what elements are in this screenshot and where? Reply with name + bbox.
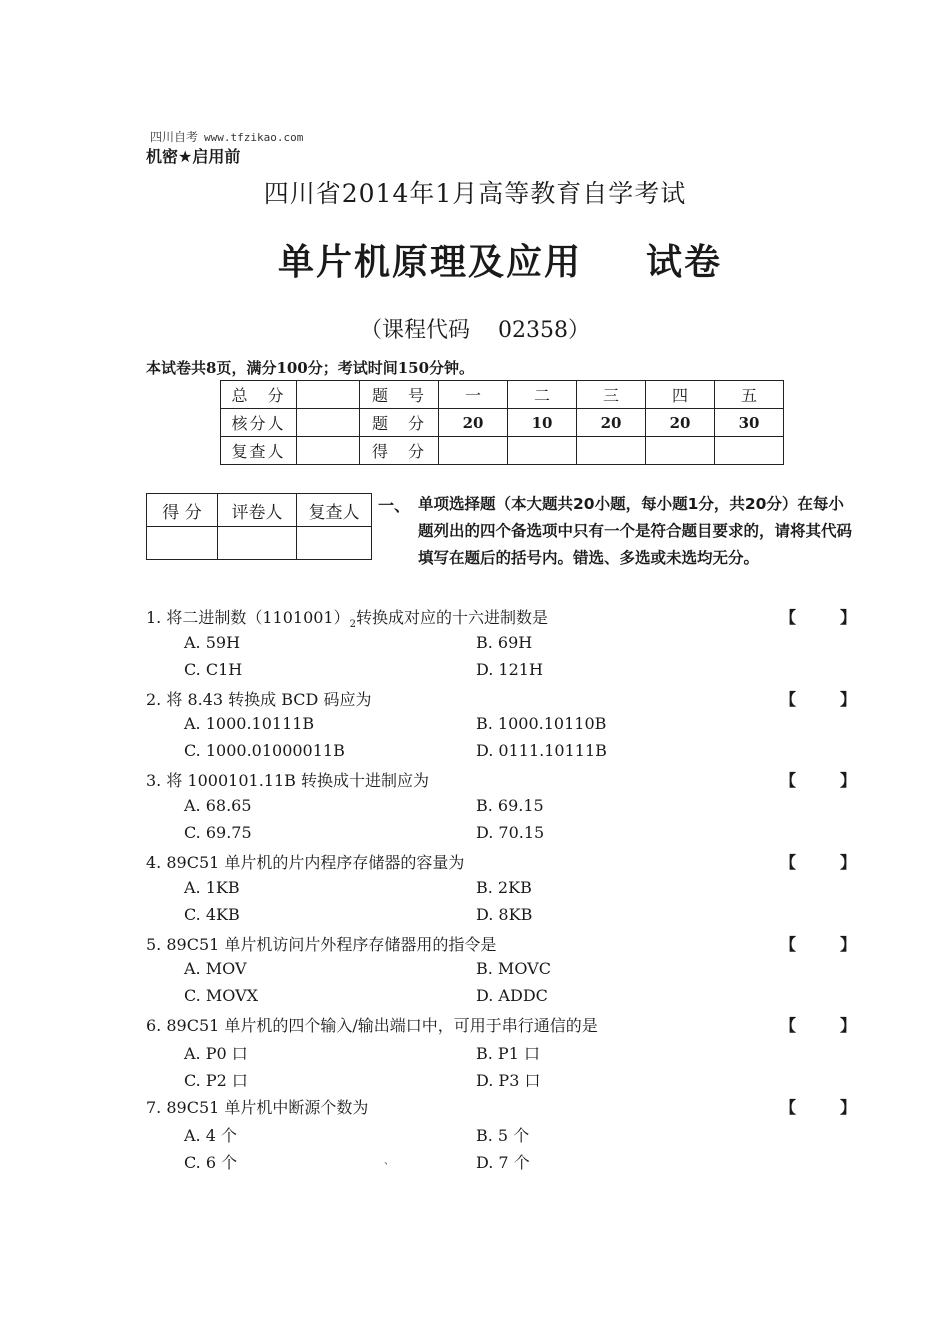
score-table-earned-label: 得 分 [360,437,439,465]
grader-score-cell [147,527,218,560]
grader-score-label: 得 分 [147,494,218,527]
option-a: A. 1000.10111B [184,714,315,733]
option-d: D. 8KB [476,905,533,924]
exam-title: 四川省2014年1月高等教育自学考试 [263,179,687,208]
question-stem: 7. 89C51 单片机中断源个数为 [146,1098,369,1117]
watermark [150,128,303,145]
question-stem: 6. 89C51 单片机的四个输入/输出端口中，可用于串行通信的是 [146,1016,598,1035]
score-table-reviewer-cell [297,437,360,465]
option-d: D. ADDC [476,986,548,1005]
score-table-total-cell [297,381,360,409]
option-a: A. 59H [184,633,241,652]
grader-table [146,493,372,560]
answer-bracket[interactable]: 【 】 [780,853,856,872]
answer-bracket[interactable]: 【 】 [780,771,856,790]
option-b: B. 5 个 [476,1126,530,1145]
answer-bracket[interactable]: 【 】 [780,935,856,954]
answer-bracket[interactable]: 【 】 [780,608,856,627]
score-table-points-label: 题 分 [360,409,439,437]
question-stem: 1. 将二进制数$(1101001)_2$转换成对应的十六进制数是 [146,608,549,631]
score-table-earned-cell [715,437,784,465]
option-b: B. 2KB [476,878,532,897]
score-table-reviewer-label: 复查人 [221,437,297,465]
option-d: D. 7 个 [476,1153,530,1172]
question-stem: 2. 将 8.43 转换成 BCD 码应为 [146,690,372,709]
option-a: A. MOV [184,959,247,978]
option-b: B. MOVC [476,959,551,978]
score-table-points: 10 [508,409,577,437]
grader-grader-cell [218,527,297,560]
scan-mark: 、 [384,1156,394,1167]
grader-checker-label: 复查人 [297,494,372,527]
option-c: C. MOVX [184,986,259,1005]
subject-title: 单片机原理及应用 [278,242,583,283]
question-stem: 4. 89C51 单片机的片内程序存储器的容量为 [146,853,465,872]
answer-bracket[interactable]: 【 】 [780,1016,856,1035]
section-heading: 单项选择题（本大题共20小题，每小题1分，共20分）在每小题列出的四个备选项中只有一个是符合题目要求的，请将其代码填写在题后的括号内。错选、多选或未选均无分。 [418,495,853,567]
option-c: C. 6 个 [184,1153,238,1172]
option-c: C. P2 口 [184,1071,248,1090]
option-c: C. 4KB [184,905,240,924]
score-table-earned-cell [508,437,577,465]
score-table-earned-cell [577,437,646,465]
score-table-section: 一 [439,381,508,409]
score-table-section: 二 [508,381,577,409]
option-c: C. 1000.01000011B [184,741,345,760]
watermark-site: 四川自考 [150,130,199,144]
score-table-section: 三 [577,381,646,409]
option-a: A. P0 口 [184,1044,248,1063]
score-table-earned-cell [439,437,508,465]
score-table-points: 20 [577,409,646,437]
option-b: B. P1 口 [476,1044,540,1063]
score-table-checker-cell [297,409,360,437]
course-code [0,313,950,344]
score-table-section: 五 [715,381,784,409]
paper-word: 试卷 [646,242,723,283]
course-code-label: （课程代码 [359,318,470,343]
score-table-section: 四 [646,381,715,409]
score-table-points: 20 [439,409,508,437]
score-table-points: 20 [646,409,715,437]
section-number: 一、 [378,496,411,515]
score-table-checker-label: 核分人 [221,409,297,437]
option-c: C. 69.75 [184,823,252,842]
option-a: A. 4 个 [184,1126,237,1145]
option-d: D. 70.15 [476,823,545,842]
paper-info: 本试卷共8页，满分100分；考试时间150分钟。 [146,359,475,377]
option-d: D. 121H [476,660,543,679]
option-b: B. 69H [476,633,533,652]
answer-bracket[interactable]: 【 】 [780,690,856,709]
option-a: A. 1KB [184,878,240,897]
secret-label: 机密★启用前 [146,147,241,166]
score-table-qnum-label: 题 号 [360,381,439,409]
answer-bracket[interactable]: 【 】 [780,1098,856,1117]
option-a: A. 68.65 [184,796,252,815]
option-c: C. C1H [184,660,243,679]
course-code-value: 02358） [498,318,590,343]
score-table-points: 30 [715,409,784,437]
score-table [220,380,784,465]
option-b: B. 69.15 [476,796,544,815]
option-d: D. 0111.10111B [476,741,607,760]
option-d: D. P3 口 [476,1071,541,1090]
grader-checker-cell [297,527,372,560]
grader-grader-label: 评卷人 [218,494,297,527]
option-b: B. 1000.10110B [476,714,607,733]
watermark-url: www.tfzikao.com [204,131,304,144]
score-table-total-label: 总 分 [221,381,297,409]
score-table-earned-cell [646,437,715,465]
question-stem: 5. 89C51 单片机访问片外程序存储器用的指令是 [146,935,497,954]
question-stem: 3. 将 1000101.11B 转换成十进制应为 [146,771,429,790]
